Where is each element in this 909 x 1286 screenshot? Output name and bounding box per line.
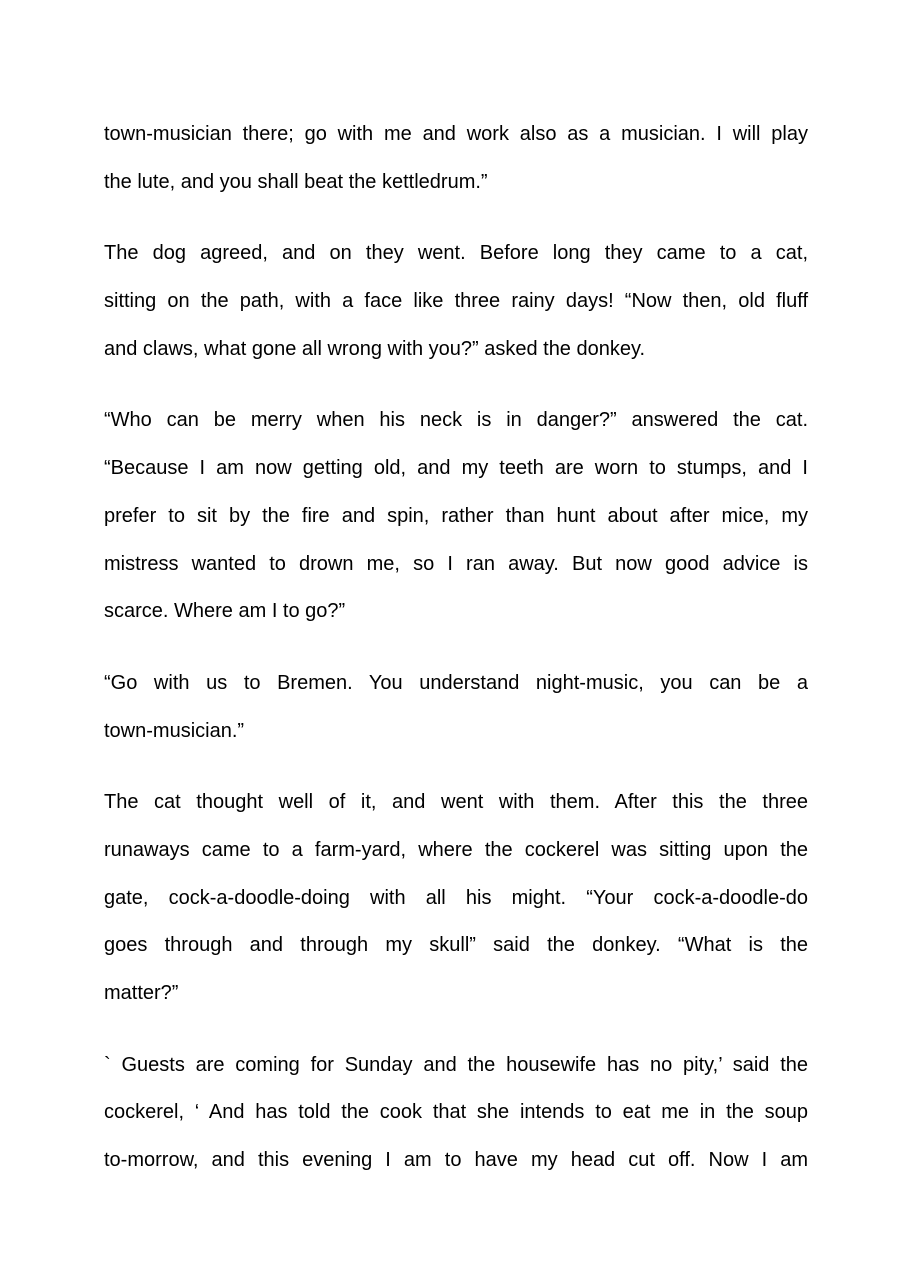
paragraph (104, 660, 808, 755)
text-line: to-morrow, and this evening I am to have my head cut off. Now I am (104, 1149, 808, 1172)
text-line: “Who can be merry when his neck is in danger?” answered the cat. (104, 409, 808, 432)
paragraph (104, 1042, 808, 1185)
text-line: scarce. Where am I to go?” (104, 600, 346, 623)
paragraph (104, 230, 808, 373)
text-line: “Because I am now getting old, and my teeth are worn to stumps, and I (104, 457, 808, 480)
text-line: The dog agreed, and on they went. Before long they came to a cat, (104, 242, 808, 265)
text-line: town-musician there; go with me and work also as a musician. I will play (104, 123, 808, 145)
text-line: “Go with us to Bremen. You understand night-music, you can be a (104, 671, 808, 694)
text-line: The cat thought well of it, and went with them. After this the three (104, 791, 808, 814)
text-line: matter?” (104, 982, 179, 1004)
text-line: runaways came to a farm-yard, where the cockerel was sitting upon the (104, 838, 808, 861)
text-line: gate, cock-a-doodle-doing with all his might. “Your cock-a-doodle-do (104, 886, 808, 909)
text-line: cockerel, ‘ And has told the cook that she intends to eat me in the soup (104, 1101, 808, 1124)
paragraph (104, 111, 808, 206)
text-line: town-musician.” (104, 719, 245, 742)
paragraph (104, 779, 808, 1017)
text-line: and claws, what gone all wrong with you?” asked the donkey. (104, 337, 646, 360)
text-line: sitting on the path, with a face like three rainy days! “Now then, old fluff (104, 290, 808, 313)
text-line: the lute, and you shall beat the kettledrum.” (104, 170, 488, 193)
text-line: prefer to sit by the fire and spin, rather than hunt about after mice, my (104, 504, 808, 527)
text-line: goes through and through my skull” said the donkey. “What is the (104, 934, 808, 957)
paragraph (104, 397, 808, 635)
text-line: ` Guests are coming for Sunday and the housewife has no pity,’ said the (104, 1053, 808, 1076)
story-text (104, 111, 808, 1209)
text-line: mistress wanted to drown me, so I ran away. But now good advice is (104, 552, 808, 575)
